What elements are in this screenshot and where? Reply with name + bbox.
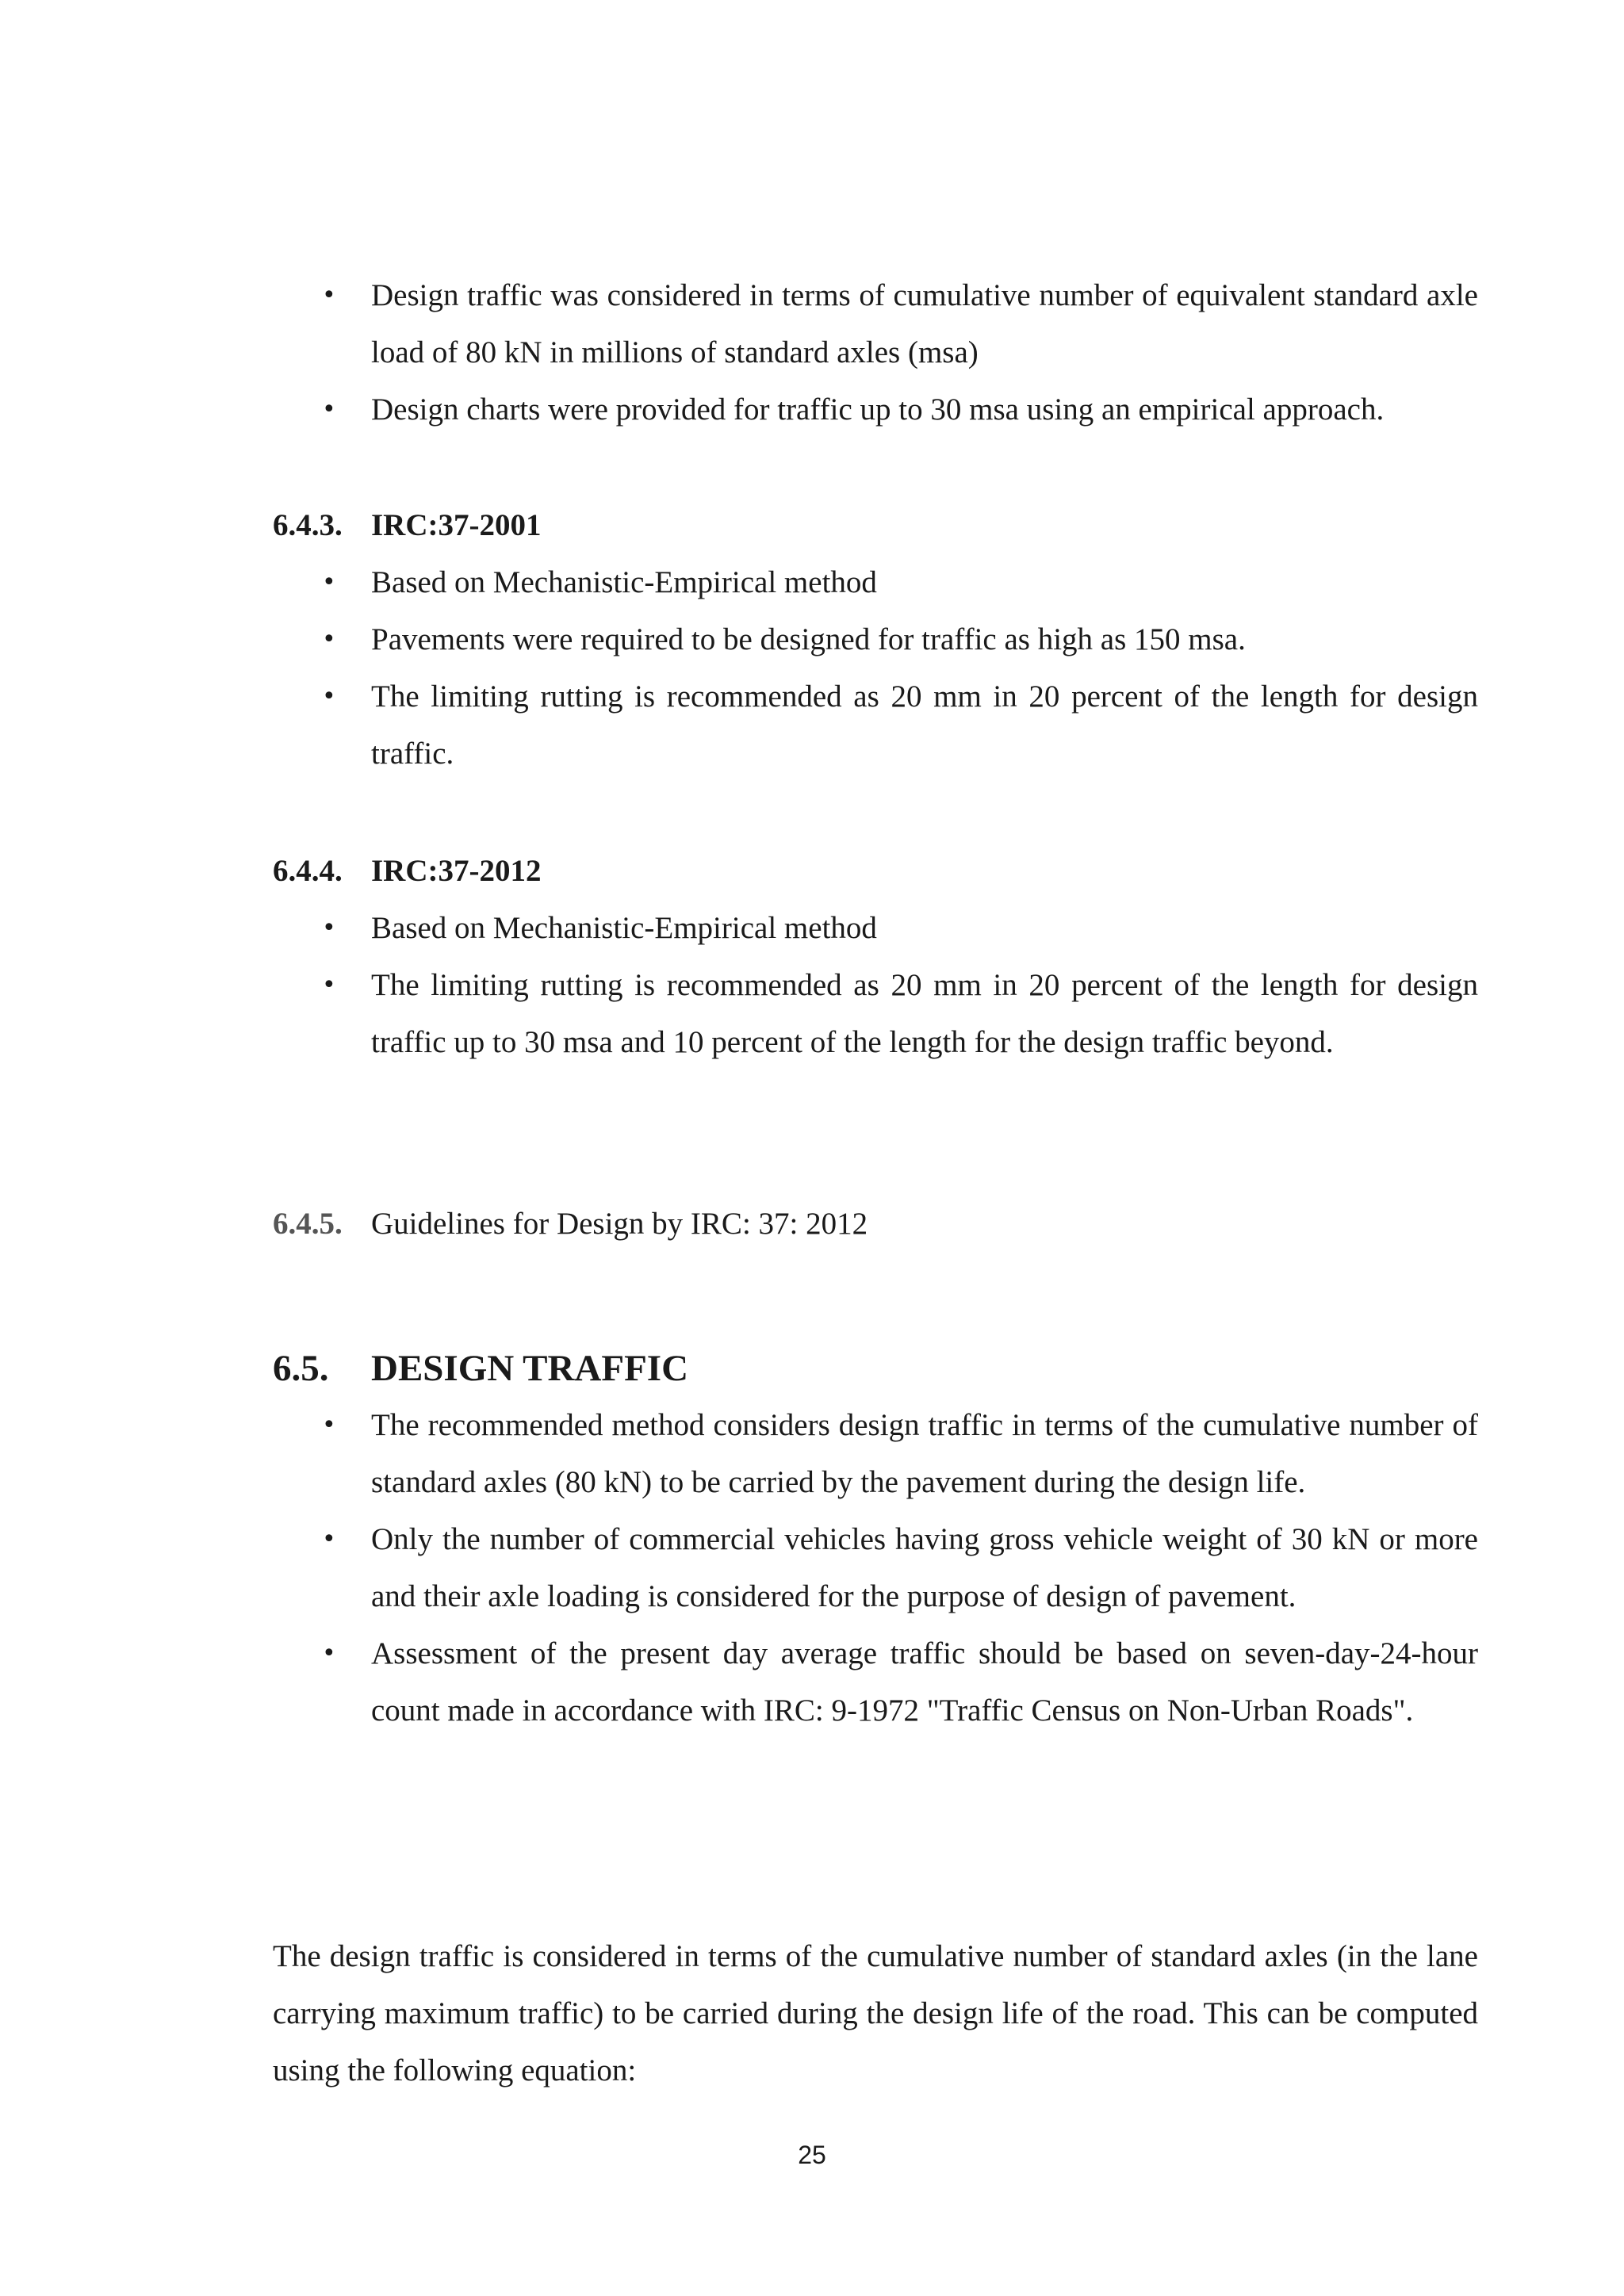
bullet-text: Based on Mechanistic-Empirical method <box>371 565 877 599</box>
bullet-icon: • <box>322 1411 336 1439</box>
section-6-4-3 <box>273 497 1478 783</box>
section-title: Guidelines for Design by IRC: 37: 2012 <box>371 1207 868 1241</box>
list-item <box>273 554 1478 611</box>
bullet-icon: • <box>322 281 336 309</box>
list-item <box>273 668 1478 783</box>
bullet-icon: • <box>322 914 336 942</box>
list-item <box>273 1625 1478 1739</box>
bullet-text: The recommended method considers design traffic in terms of the cumulative number of standard axles (80 kN) to be carried by the pavement during the design life. <box>371 1408 1478 1499</box>
list-item <box>273 1511 1478 1625</box>
bullet-icon: • <box>322 568 336 596</box>
bullet-icon: • <box>322 1640 336 1667</box>
list-item <box>273 900 1478 957</box>
bullet-text: Only the number of commercial vehicles having gross vehicle weight of 30 kN or more and their axle loading is considered for the purpose of design of pavement. <box>371 1522 1478 1613</box>
section-6-4-4 <box>273 843 1478 1071</box>
list-item <box>273 611 1478 668</box>
list-item <box>273 957 1478 1071</box>
section-heading <box>273 1196 1478 1253</box>
closing-paragraph: The design traffic is considered in terms of the cumulative number of standard axles (in the lane carrying maximum traffic) to be carried during the design life of the road. This can be computed using the following equation: <box>273 1939 1478 2087</box>
section-title: IRC:37-2001 <box>371 508 542 542</box>
section-6-5 <box>273 1340 1478 1739</box>
page-number: 25 <box>798 2141 826 2169</box>
bullet-icon: • <box>322 971 336 999</box>
bullet-text: The limiting rutting is recommended as 20 mm in 20 percent of the length for design traffic up to 30 msa and 10 percent of the length for the design traffic beyond. <box>371 968 1478 1059</box>
section-title: IRC:37-2012 <box>371 854 542 888</box>
section-heading <box>273 843 1478 900</box>
section-number: 6.5. <box>273 1348 329 1389</box>
list-item <box>273 381 1478 438</box>
section-6-4-3-bullets <box>273 554 1478 783</box>
section-number: 6.4.5. <box>273 1207 343 1241</box>
bullet-icon: • <box>322 396 336 423</box>
bullet-icon: • <box>322 1525 336 1553</box>
list-item <box>273 1397 1478 1511</box>
bullet-text: Assessment of the present day average traffic should be based on seven-day-24-hour count made in accordance with IRC: 9-1972 "Traffic Census on Non-Urban Roads". <box>371 1636 1478 1728</box>
intro-bullet-list <box>273 267 1478 438</box>
section-number: 6.4.3. <box>273 508 343 542</box>
section-6-4-4-bullets <box>273 900 1478 1071</box>
bullet-text: The limiting rutting is recommended as 20 mm in 20 percent of the length for design traffic. <box>371 679 1478 771</box>
list-item <box>273 267 1478 381</box>
section-title: DESIGN TRAFFIC <box>371 1348 689 1389</box>
bullet-text: Based on Mechanistic-Empirical method <box>371 911 877 945</box>
section-heading <box>273 497 1478 554</box>
bullet-text: Design charts were provided for traffic up to 30 msa using an empirical approach. <box>371 392 1385 427</box>
section-heading <box>273 1340 1478 1397</box>
bullet-text: Pavements were required to be designed for traffic as high as 150 msa. <box>371 622 1246 656</box>
section-number: 6.4.4. <box>273 854 343 888</box>
section-6-5-bullets <box>273 1397 1478 1739</box>
intro-bullets-block <box>273 267 1478 438</box>
section-6-4-5 <box>273 1196 1478 1253</box>
bullet-text: Design traffic was considered in terms of cumulative number of equivalent standard axle load of 80 kN in millions of standard axles (msa) <box>371 278 1478 369</box>
bullet-icon: • <box>322 683 336 710</box>
bullet-icon: • <box>322 626 336 653</box>
